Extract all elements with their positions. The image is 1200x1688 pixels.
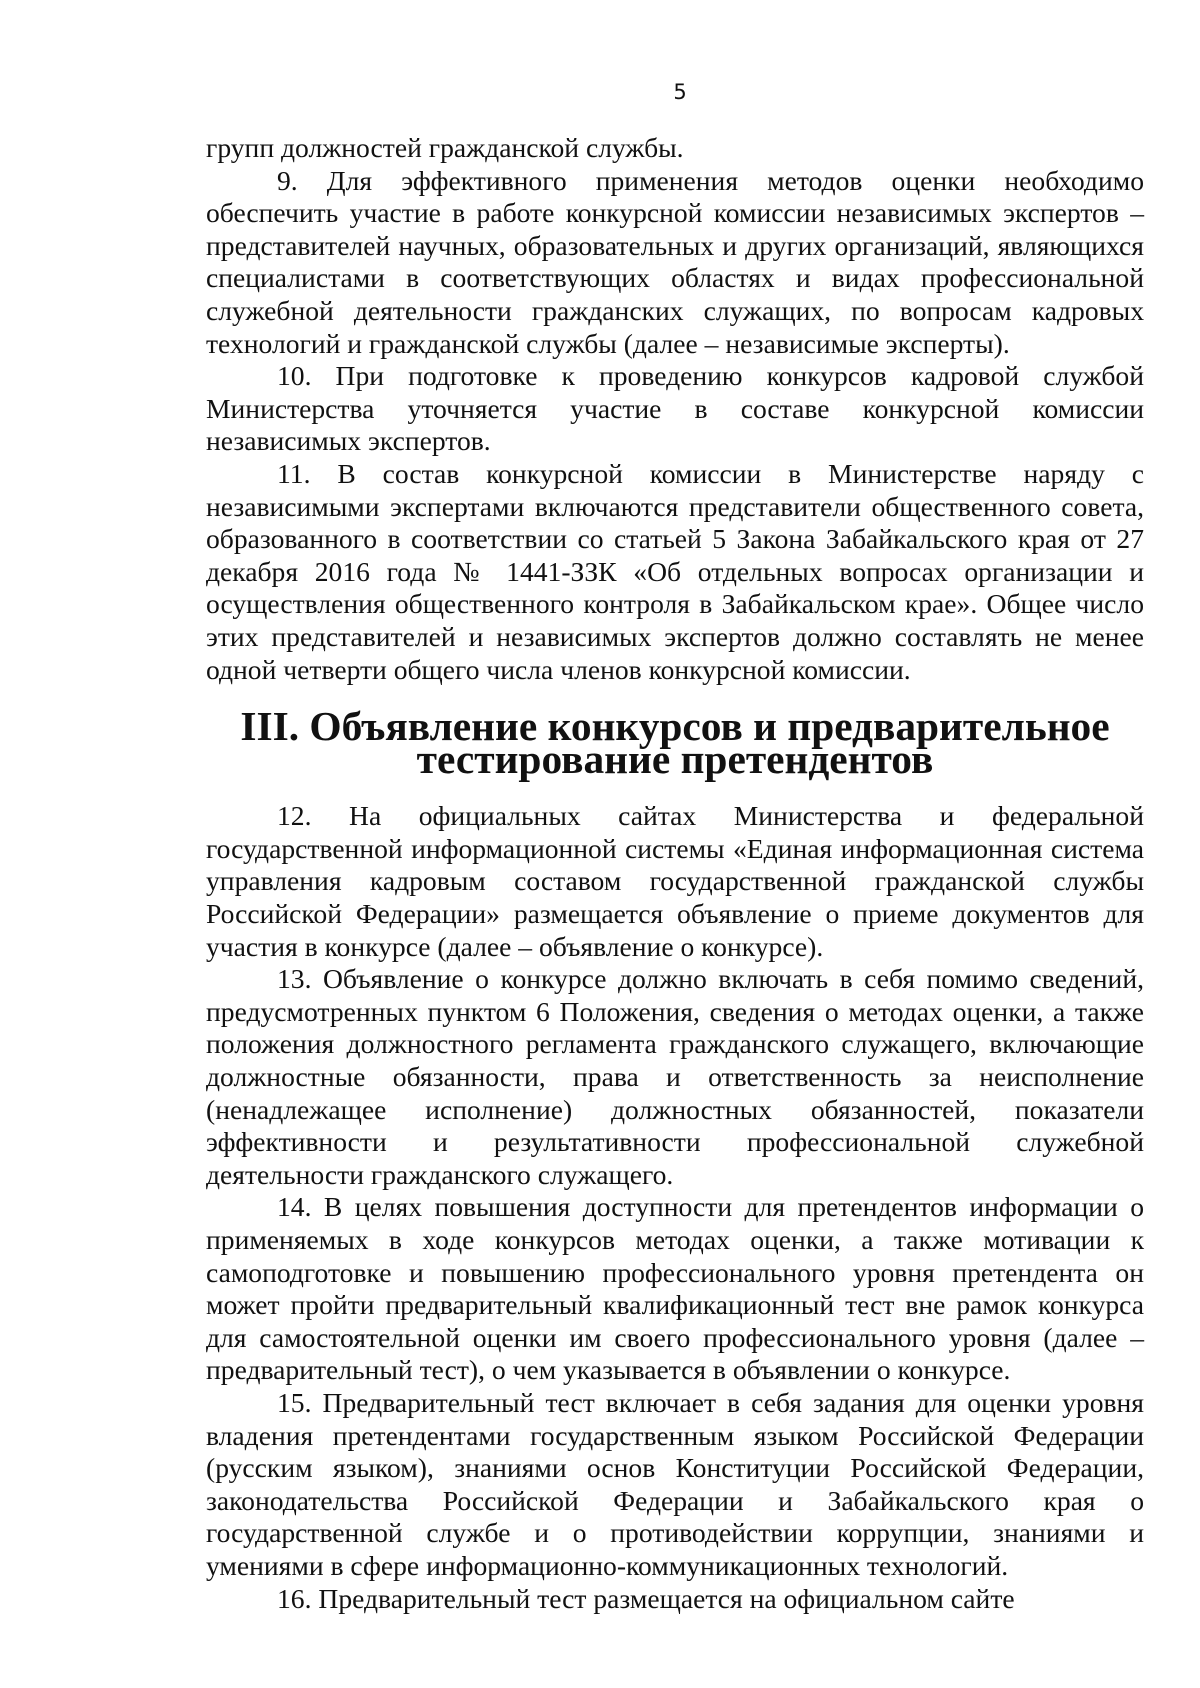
paragraph-15: 15. Предварительный тест включает в себя задания для оценки уровня владения претендентами государственным языком Российской Федерации (русским языком), знаниями основ Конституции Российской Федерации, законодательства Российской Федерации и Забайкальского края о государственной службе и о противодействии коррупции, знаниями и умениями в сфере информационно-коммуникационных технологий. bbox=[206, 1386, 1144, 1581]
section-heading bbox=[206, 703, 1144, 782]
paragraph-12: 12. На официальных сайтах Министерства и федеральной государственной информационной системы «Единая информационная система управления кадровым составом государственной гражданской службы Российской Федерации» размещается объявление о приеме документов для участия в конкурсе (далее – объявление о конкурсе). bbox=[206, 800, 1144, 962]
paragraph-16: 16. Предварительный тест размещается на официальном сайте bbox=[277, 1582, 1015, 1614]
section-heading-line-1: III. Объявление конкурсов и предварительное bbox=[240, 703, 1110, 750]
page-number: 5 bbox=[673, 80, 687, 104]
document-body bbox=[206, 132, 1144, 1615]
paragraph-10: 10. При подготовке к проведению конкурсов кадровой службой Министерства уточняется участие в составе конкурсной комиссии независимых экспертов. bbox=[206, 360, 1144, 457]
paragraph-13: 13. Объявление о конкурсе должно включать в себя помимо сведений, предусмотренных пунктом 6 Положения, сведения о методах оценки, а также положения должностного регламента гражданского служащего, включающие должностные обязанности, права и ответственность за неисполнение (ненадлежащее исполнение) должностных обязанностей, показатели эффективности и результативности профессиональной служебной деятельности гражданского служащего. bbox=[206, 963, 1144, 1190]
paragraph-14: 14. В целях повышения доступности для претендентов информации о применяемых в ходе конкурсов методах оценки, а также мотивации к самоподготовке и повышению профессионального уровня претендента он может пройти предварительный квалификационный тест вне рамок конкурса для самостоятельной оценки им своего профессионального уровня (далее – предварительный тест), о чем указывается в объявлении о конкурсе. bbox=[206, 1191, 1144, 1386]
paragraph-11: 11. В состав конкурсной комиссии в Министерстве наряду с независимыми экспертами включаются представители общественного совета, образованного в соответствии со статьей 5 Закона Забайкальского края от 27 декабря 2016 года № 1441-ЗЗК «Об отдельных вопросах организации и осуществления общественного контроля в Забайкальском крае». Общее число этих представителей и независимых экспертов должно составлять не менее одной четверти общего числа членов конкурсной комиссии. bbox=[206, 457, 1144, 685]
section-heading-line-2: тестирование претендентов bbox=[416, 735, 934, 782]
paragraph-9: 9. Для эффективного применения методов оценки необходимо обеспечить участие в работе конкурсной комиссии независимых экспертов – представителей научных, образовательных и других организаций, являющихся специалистами в соответствующих областях и видах профессиональной служебной деятельности гражданских служащих, по вопросам кадровых технологий и гражданской службы (далее – независимые эксперты). bbox=[206, 164, 1144, 359]
paragraph-continuation: групп должностей гражданской службы. bbox=[206, 132, 684, 163]
